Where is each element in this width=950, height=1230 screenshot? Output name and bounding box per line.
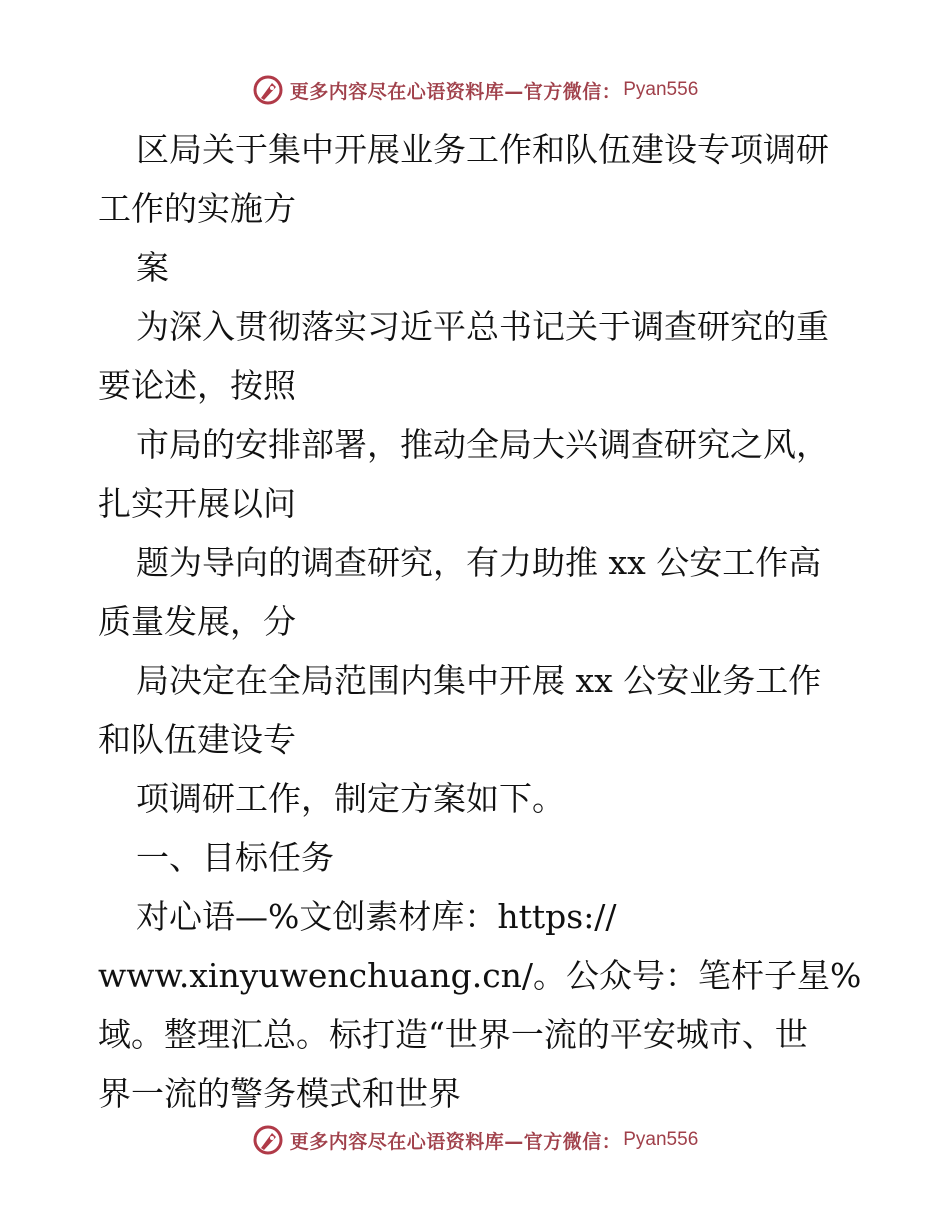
pen-nib-circle-icon [252,1124,284,1156]
text-line: 一、目标任务 [136,838,334,877]
banner-wechat-id: Pyan556 [623,79,699,100]
text-line: www.xinyuwenchuang.cn/。公众号：笔杆子星% [98,956,862,995]
text-line: 区局关于集中开展业务工作和队伍建设专项调研 [136,130,829,169]
text-line: 扎实开展以问 [98,484,296,523]
header-banner [0,70,950,110]
text-line: 对心语—%文创素材库：https:// [136,897,617,936]
text-line: 界一流的警务模式和世界 [98,1074,461,1113]
pen-nib-circle-icon [252,74,284,106]
text-line: 域。整理汇总。标打造“世界一流的平安城市、世 [98,1015,808,1054]
text-line: 题为导向的调查研究，有力助推 xx 公安工作高 [136,543,822,582]
text-line: 项调研工作，制定方案如下。 [136,779,565,818]
banner-text: 更多内容尽在心语资料库—官方微信： [289,1130,622,1153]
document-body [98,120,862,1123]
text-line: 和队伍建设专 [98,720,296,759]
text-line: 工作的实施方 [98,189,296,228]
text-line: 为深入贯彻落实习近平总书记关于调查研究的重 [136,307,829,346]
banner-wechat-id: Pyan556 [623,1129,699,1150]
footer-banner [0,1120,950,1160]
text-line: 要论述，按照 [98,366,296,405]
text-line: 市局的安排部署，推动全局大兴调查研究之风， [136,425,829,464]
text-line: 质量发展，分 [98,602,296,641]
text-line: 案 [136,248,169,287]
text-line: 局决定在全局范围内集中开展 xx 公安业务工作 [136,661,822,700]
banner-text: 更多内容尽在心语资料库—官方微信： [289,80,622,103]
